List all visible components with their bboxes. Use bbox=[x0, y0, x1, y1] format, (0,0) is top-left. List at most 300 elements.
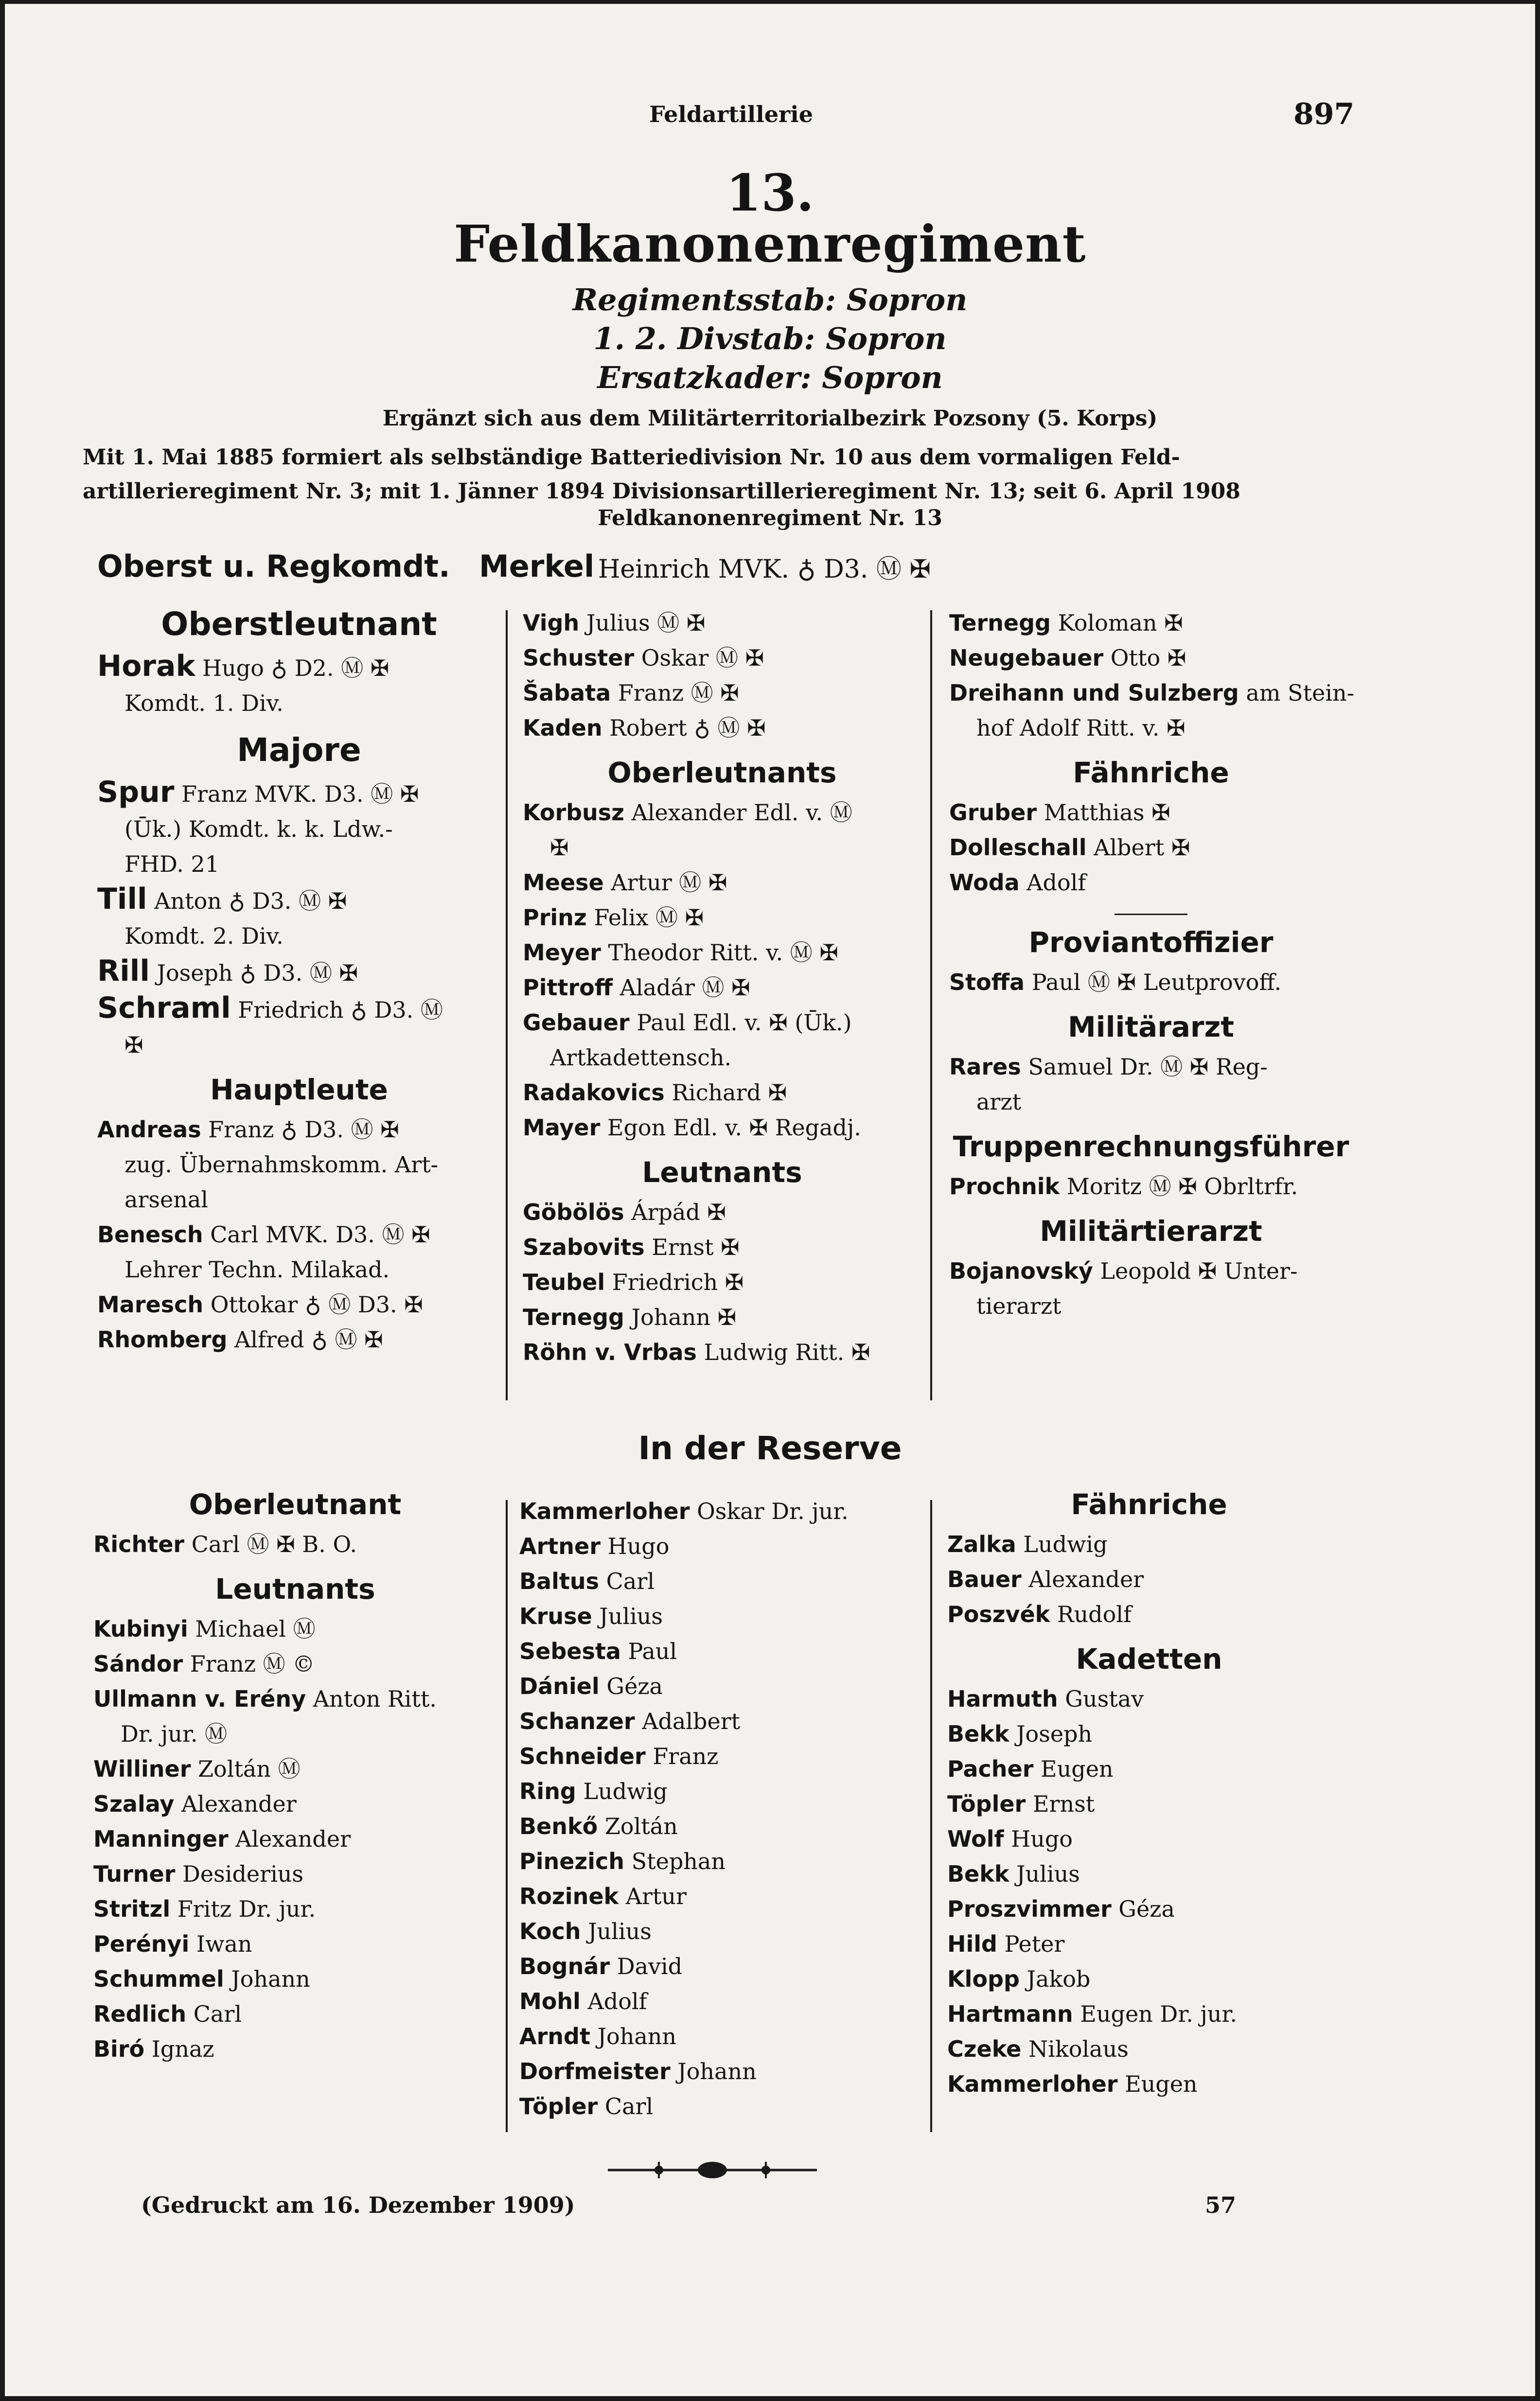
roster-entry bbox=[519, 1809, 918, 1844]
entry-details: Desiderius bbox=[182, 1861, 304, 1887]
column-rule bbox=[930, 610, 932, 1400]
roster-entry bbox=[93, 1646, 497, 1681]
entry-details: Gustav bbox=[1065, 1686, 1144, 1712]
entry-details: Johann bbox=[597, 2023, 677, 2049]
entry-details: Otto ✠ bbox=[1110, 645, 1186, 671]
roster-entry bbox=[97, 1217, 501, 1252]
roster-entry bbox=[947, 1597, 1351, 1632]
entry-continuation: (Ūk.) Komdt. k. k. Ldw.- bbox=[124, 816, 393, 842]
surname: Williner bbox=[93, 1756, 191, 1782]
roster-entry bbox=[519, 2054, 918, 2089]
surname: Schuster bbox=[523, 645, 635, 671]
entry-details: Iwan bbox=[196, 1931, 252, 1957]
rank-heading-truppenrechnungsfuhrer: Truppenrechnungsführer bbox=[953, 1130, 1349, 1163]
entry-continuation: ✠ bbox=[550, 834, 569, 861]
roster-entry bbox=[97, 1112, 501, 1147]
surname: Bauer bbox=[947, 1566, 1022, 1592]
roster-entry bbox=[93, 1527, 497, 1562]
rank-heading-majore: Majore bbox=[237, 731, 361, 769]
roster-entry bbox=[947, 1786, 1351, 1821]
surname: Pinezich bbox=[519, 1848, 624, 1874]
roster-entry bbox=[97, 953, 501, 990]
entry-details: Géza bbox=[1118, 1896, 1175, 1922]
history-line-1: Mit 1. Mai 1885 formiert als selbständige Batteriedivision Nr. 10 aus dem vormaligen Feld- bbox=[83, 445, 1180, 470]
entry-details: Franz ♁ D3. Ⓜ ✠ bbox=[208, 1116, 399, 1143]
roster-entry bbox=[947, 1527, 1351, 1562]
surname: Neugebauer bbox=[949, 645, 1104, 671]
surname: Szalay bbox=[93, 1791, 175, 1817]
roster-entry bbox=[519, 1984, 918, 2019]
roster-entry bbox=[523, 605, 921, 640]
roster-entry bbox=[93, 1821, 497, 1856]
entry-details: Samuel Dr. Ⓜ ✠ Reg- bbox=[1028, 1054, 1268, 1080]
surname: Šabata bbox=[523, 680, 611, 706]
entry-continuation: zug. Übernahmskomm. Art- bbox=[124, 1151, 439, 1178]
entry-details: Johann bbox=[677, 2058, 757, 2084]
roster-entry bbox=[949, 865, 1353, 900]
entry-details: Eugen Dr. jur. bbox=[1080, 2001, 1237, 2027]
roster-entry bbox=[947, 1961, 1351, 1996]
entry-details: Paul bbox=[628, 1638, 677, 1664]
surname: Töpler bbox=[519, 2093, 598, 2119]
roster-entry bbox=[97, 1322, 501, 1357]
roster-entry bbox=[949, 1049, 1353, 1084]
entry-details: Alexander bbox=[1028, 1566, 1144, 1592]
surname: Kammerloher bbox=[519, 1498, 690, 1524]
entry-continuation: arzt bbox=[976, 1089, 1022, 1115]
surname: Mohl bbox=[519, 1988, 581, 2014]
active-column-1 bbox=[97, 605, 501, 1357]
roster-entry bbox=[519, 1669, 918, 1704]
commander-rank: Oberst u. Regkomdt. bbox=[97, 548, 450, 584]
regiment-title: Feldkanonenregiment bbox=[454, 214, 1086, 274]
entry-details: Carl bbox=[193, 2001, 242, 2027]
roster-entry bbox=[519, 1879, 918, 1914]
entry-details: Carl bbox=[606, 1568, 655, 1594]
column-rule bbox=[506, 1500, 508, 2132]
roster-entry bbox=[523, 1110, 921, 1145]
entry-details: Julius bbox=[588, 1918, 652, 1944]
entry-details: Stephan bbox=[631, 1848, 726, 1874]
surname: Pittroff bbox=[523, 974, 613, 1001]
active-column-3 bbox=[949, 605, 1353, 1324]
commander-name: Merkel bbox=[479, 548, 595, 584]
surname: Radakovics bbox=[523, 1079, 665, 1106]
roster-entry bbox=[97, 990, 501, 1027]
history-line-2: artillerieregiment Nr. 3; mit 1. Jänner 1894 Divisionsartillerieregiment Nr. 13; seit 6. April 1908 bbox=[83, 479, 1240, 504]
entry-details: Alfred ♁ Ⓜ ✠ bbox=[234, 1326, 383, 1353]
roster-entry bbox=[519, 1529, 918, 1564]
roster-entry bbox=[93, 1751, 497, 1786]
entry-details: Joseph bbox=[1016, 1721, 1093, 1747]
rank-heading-fahnriche: Fähnriche bbox=[1073, 756, 1229, 789]
rank-heading-oberleutnants: Oberleutnants bbox=[607, 756, 837, 789]
rank-heading-leutnants: Leutnants bbox=[215, 1572, 375, 1606]
entry-continuation: ✠ bbox=[124, 1032, 143, 1058]
entry-details: Paul Ⓜ ✠ Leutprovoff. bbox=[1031, 969, 1282, 995]
roster-entry bbox=[947, 1996, 1351, 2031]
roster-entry bbox=[523, 1300, 921, 1335]
surname: Koch bbox=[519, 1918, 581, 1944]
entry-details: Ernst ✠ bbox=[652, 1234, 740, 1260]
closing-ornament bbox=[605, 2158, 819, 2182]
page-number: 897 bbox=[1293, 97, 1355, 131]
roster-entry bbox=[97, 1287, 501, 1322]
entry-details: Theodor Ritt. v. Ⓜ ✠ bbox=[608, 939, 838, 966]
entry-details: Fritz Dr. jur. bbox=[177, 1896, 316, 1922]
history-line-3: Feldkanonenregiment Nr. 13 bbox=[598, 506, 942, 530]
surname: Spur bbox=[97, 775, 175, 809]
roster-entry bbox=[523, 970, 921, 1005]
entry-details: Ludwig Ritt. ✠ bbox=[704, 1339, 870, 1365]
roster-entry bbox=[519, 1739, 918, 1774]
roster-entry bbox=[949, 675, 1353, 710]
surname: Schraml bbox=[97, 991, 231, 1025]
surname: Vigh bbox=[523, 610, 580, 636]
entry-continuation: hof Adolf Ritt. v. ✠ bbox=[976, 715, 1186, 741]
scan-edge-top bbox=[0, 0, 1540, 4]
roster-entry bbox=[947, 1821, 1351, 1856]
surname: Ternegg bbox=[949, 610, 1051, 636]
surname: Rozinek bbox=[519, 1883, 619, 1909]
surname: Manninger bbox=[93, 1826, 229, 1852]
surname: Harmuth bbox=[947, 1686, 1058, 1712]
roster-entry bbox=[949, 965, 1353, 1000]
column-rule bbox=[930, 1500, 932, 2132]
roster-entry bbox=[523, 1195, 921, 1230]
roster-entry bbox=[519, 1599, 918, 1634]
entry-details: Hugo bbox=[607, 1533, 670, 1559]
surname: Schanzer bbox=[519, 1708, 635, 1734]
roster-entry bbox=[519, 1704, 918, 1739]
scan-edge-bottom bbox=[0, 2396, 1540, 2401]
surname: Kruse bbox=[519, 1603, 592, 1629]
surname: Dolleschall bbox=[949, 834, 1087, 861]
entry-continuation: FHD. 21 bbox=[124, 851, 220, 877]
sheet-signature: 57 bbox=[1205, 2192, 1237, 2218]
staff-line-3: Ersatzkader: Sopron bbox=[597, 360, 943, 395]
entry-details: Aladár Ⓜ ✠ bbox=[620, 974, 750, 1001]
surname: Gruber bbox=[949, 799, 1037, 826]
roster-entry bbox=[947, 1926, 1351, 1961]
entry-details: Franz Ⓜ ✠ bbox=[618, 680, 739, 706]
roster-entry bbox=[523, 1335, 921, 1370]
staff-line-2: 1. 2. Divstab: Sopron bbox=[593, 321, 947, 356]
surname: Maresch bbox=[97, 1291, 204, 1318]
rank-heading-militararzt: Militärarzt bbox=[1067, 1010, 1235, 1043]
regiment-number: 13. bbox=[726, 163, 814, 223]
entry-details: Artur bbox=[625, 1883, 687, 1909]
surname: Arndt bbox=[519, 2023, 590, 2049]
surname: Prochnik bbox=[949, 1173, 1060, 1200]
rank-heading-proviantoffizier: Proviantoffizier bbox=[1028, 926, 1274, 959]
surname: Gebauer bbox=[523, 1009, 630, 1036]
rank-heading-oberleutnant: Oberleutnant bbox=[189, 1488, 402, 1521]
entry-details: Carl Ⓜ ✠ B. O. bbox=[191, 1531, 357, 1557]
rank-heading-militartierarzt: Militärtierarzt bbox=[1040, 1215, 1262, 1248]
surname: Andreas bbox=[97, 1116, 201, 1143]
entry-continuation: Komdt. 1. Div. bbox=[124, 690, 283, 716]
surname: Prinz bbox=[523, 904, 587, 931]
surname: Kubinyi bbox=[93, 1616, 188, 1642]
entry-details: Moritz Ⓜ ✠ Obrltrfr. bbox=[1066, 1173, 1298, 1200]
entry-continuation: arsenal bbox=[124, 1186, 209, 1213]
surname: Schneider bbox=[519, 1743, 646, 1769]
entry-details: Oskar Ⓜ ✠ bbox=[641, 645, 764, 671]
entry-details: Franz MVK. D3. Ⓜ ✠ bbox=[181, 781, 419, 807]
rank-heading-hauptleute: Hauptleute bbox=[210, 1073, 388, 1106]
entry-details: Ottokar ♁ Ⓜ D3. ✠ bbox=[210, 1291, 423, 1318]
surname: Bekk bbox=[947, 1861, 1009, 1887]
roster-entry bbox=[523, 675, 921, 710]
roster-entry bbox=[523, 710, 921, 745]
entry-details: Michael Ⓜ bbox=[195, 1616, 316, 1642]
surname: Artner bbox=[519, 1533, 601, 1559]
entry-details: Adalbert bbox=[642, 1708, 741, 1734]
roster-entry bbox=[949, 605, 1353, 640]
surname: Teubel bbox=[523, 1269, 605, 1295]
roster-entry bbox=[523, 1230, 921, 1265]
roster-entry bbox=[93, 2031, 497, 2066]
roster-entry bbox=[519, 1844, 918, 1879]
roster-entry bbox=[947, 2031, 1351, 2066]
column-rule bbox=[506, 610, 508, 1400]
roster-entry bbox=[93, 1961, 497, 1996]
roster-entry bbox=[93, 1856, 497, 1891]
entry-details: Johann ✠ bbox=[631, 1304, 737, 1330]
entry-details: Nikolaus bbox=[1028, 2036, 1129, 2062]
surname: Wolf bbox=[947, 1826, 1004, 1852]
entry-details: Julius Ⓜ ✠ bbox=[586, 610, 706, 636]
surname: Korbusz bbox=[523, 799, 624, 826]
entry-details: Franz bbox=[653, 1743, 719, 1769]
entry-continuation: Artkadettensch. bbox=[550, 1044, 732, 1071]
roster-entry bbox=[523, 865, 921, 900]
entry-details: Alexander bbox=[181, 1791, 297, 1817]
entry-details: Ignaz bbox=[151, 2036, 214, 2062]
roster-entry bbox=[947, 1751, 1351, 1786]
roster-entry bbox=[519, 1774, 918, 1809]
entry-details: Hugo ♁ D2. Ⓜ ✠ bbox=[202, 655, 389, 681]
section-divider bbox=[1115, 914, 1187, 915]
surname: Poszvék bbox=[947, 1601, 1050, 1627]
surname: Röhn v. Vrbas bbox=[523, 1339, 697, 1365]
roster-entry bbox=[949, 830, 1353, 865]
roster-entry bbox=[519, 1494, 918, 1529]
surname: Dániel bbox=[519, 1673, 600, 1699]
surname: Dorfmeister bbox=[519, 2058, 671, 2084]
surname: Töpler bbox=[947, 1791, 1026, 1817]
surname: Göbölös bbox=[523, 1199, 624, 1225]
roster-entry bbox=[523, 1005, 921, 1040]
surname: Rares bbox=[949, 1054, 1021, 1080]
rank-heading-kadetten: Kadetten bbox=[1076, 1642, 1222, 1676]
roster-entry bbox=[519, 1914, 918, 1949]
roster-entry bbox=[519, 2019, 918, 2054]
staff-line-1: Regimentsstab: Sopron bbox=[572, 282, 968, 318]
entry-details: Julius bbox=[599, 1603, 663, 1629]
surname: Ternegg bbox=[523, 1304, 624, 1330]
roster-entry bbox=[93, 1681, 497, 1716]
surname: Horak bbox=[97, 649, 195, 683]
entry-details: Artur Ⓜ ✠ bbox=[611, 869, 727, 896]
entry-details: Árpád ✠ bbox=[631, 1199, 726, 1225]
surname: Proszvimmer bbox=[947, 1896, 1112, 1922]
surname: Stritzl bbox=[93, 1896, 171, 1922]
roster-entry bbox=[93, 1926, 497, 1961]
roster-entry bbox=[93, 1891, 497, 1926]
roster-entry bbox=[519, 1634, 918, 1669]
entry-details: Egon Edl. v. ✠ Regadj. bbox=[607, 1114, 861, 1141]
entry-continuation: Lehrer Techn. Milakad. bbox=[124, 1256, 390, 1283]
entry-continuation: Komdt. 2. Div. bbox=[124, 923, 283, 949]
entry-details: Paul Edl. v. ✠ (Ūk.) bbox=[637, 1009, 852, 1036]
surname: Rill bbox=[97, 954, 150, 988]
surname: Benesch bbox=[97, 1221, 203, 1248]
entry-details: Leopold ✠ Unter- bbox=[1100, 1258, 1298, 1284]
rank-heading-fahnriche: Fähnriche bbox=[1071, 1488, 1227, 1521]
roster-entry bbox=[947, 1681, 1351, 1716]
entry-details: Koloman ✠ bbox=[1058, 610, 1183, 636]
roster-entry bbox=[947, 1716, 1351, 1751]
entry-details: Carl MVK. D3. Ⓜ ✠ bbox=[210, 1221, 430, 1248]
surname: Dreihann und Sulzberg bbox=[949, 680, 1239, 706]
entry-continuation: tierarzt bbox=[976, 1293, 1062, 1319]
surname: Bognár bbox=[519, 1953, 610, 1979]
surname: Sebesta bbox=[519, 1638, 621, 1664]
surname: Till bbox=[97, 882, 147, 916]
roster-entry bbox=[947, 1856, 1351, 1891]
entry-details: Felix Ⓜ ✠ bbox=[594, 904, 704, 931]
surname: Turner bbox=[93, 1861, 176, 1887]
roster-entry bbox=[523, 795, 921, 830]
rank-heading-oberstleutnant: Oberstleutnant bbox=[161, 605, 437, 643]
surname: Baltus bbox=[519, 1568, 599, 1594]
surname: Woda bbox=[949, 869, 1020, 896]
entry-details: Robert ♁ Ⓜ ✠ bbox=[609, 715, 766, 741]
reserve-column-2 bbox=[519, 1494, 918, 2124]
entry-details: Friedrich ♁ D3. Ⓜ bbox=[238, 997, 443, 1023]
entry-details: Eugen bbox=[1125, 2071, 1198, 2097]
surname: Kammerloher bbox=[947, 2071, 1118, 2097]
surname: Richter bbox=[93, 1531, 185, 1557]
entry-details: Géza bbox=[606, 1673, 663, 1699]
roster-entry bbox=[949, 1253, 1353, 1289]
roster-entry bbox=[93, 1611, 497, 1646]
entry-details: Joseph ♁ D3. Ⓜ ✠ bbox=[157, 960, 358, 986]
entry-details: Jakob bbox=[1027, 1966, 1091, 1992]
roster-entry bbox=[93, 1996, 497, 2031]
entry-details: Hugo bbox=[1011, 1826, 1073, 1852]
entry-details: Matthias ✠ bbox=[1044, 799, 1170, 826]
surname: Schummel bbox=[93, 1966, 224, 1992]
roster-entry bbox=[949, 1169, 1353, 1204]
entry-details: Ernst bbox=[1032, 1791, 1095, 1817]
surname: Ring bbox=[519, 1778, 576, 1804]
entry-details: Alexander Edl. v. Ⓜ bbox=[631, 799, 852, 826]
entry-details: Carl bbox=[604, 2093, 654, 2119]
surname: Rhomberg bbox=[97, 1326, 228, 1353]
entry-details: Zoltán bbox=[604, 1813, 678, 1839]
entry-details: Anton ♁ D3. Ⓜ ✠ bbox=[154, 888, 347, 914]
surname: Hild bbox=[947, 1931, 997, 1957]
roster-entry bbox=[97, 882, 501, 918]
entry-continuation: Dr. jur. Ⓜ bbox=[121, 1721, 228, 1747]
roster-entry bbox=[947, 2066, 1351, 2101]
roster-entry bbox=[949, 640, 1353, 675]
surname: Hartmann bbox=[947, 2001, 1073, 2027]
roster-entry bbox=[523, 935, 921, 970]
entry-details: Richard ✠ bbox=[672, 1079, 787, 1106]
roster-entry bbox=[523, 900, 921, 935]
entry-details: Adolf bbox=[587, 1988, 647, 2014]
surname: Zalka bbox=[947, 1531, 1016, 1557]
surname: Perényi bbox=[93, 1931, 190, 1957]
commander-details: Heinrich MVK. ♁ D3. Ⓜ ✠ bbox=[598, 555, 931, 584]
surname: Szabovits bbox=[523, 1234, 645, 1260]
surname: Redlich bbox=[93, 2001, 187, 2027]
print-date: (Gedruckt am 16. Dezember 1909) bbox=[141, 2192, 575, 2218]
surname: Ullmann v. Erény bbox=[93, 1686, 306, 1712]
rank-heading-leutnants: Leutnants bbox=[642, 1156, 802, 1189]
entry-details: Eugen bbox=[1041, 1756, 1114, 1782]
surname: Czeke bbox=[947, 2036, 1022, 2062]
entry-details: Oskar Dr. jur. bbox=[697, 1498, 849, 1524]
roster-entry bbox=[97, 649, 501, 686]
entry-details: Alexander bbox=[235, 1826, 351, 1852]
entry-details: Rudolf bbox=[1057, 1601, 1132, 1627]
roster-entry bbox=[947, 1562, 1351, 1597]
surname: Sándor bbox=[93, 1651, 183, 1677]
roster-entry bbox=[523, 1265, 921, 1300]
surname: Meyer bbox=[523, 939, 601, 966]
reserve-column-3 bbox=[947, 1488, 1351, 2101]
running-title: Feldartillerie bbox=[649, 101, 814, 127]
roster-entry bbox=[523, 1075, 921, 1110]
entry-details: Adolf bbox=[1027, 869, 1086, 896]
entry-details: Anton Ritt. bbox=[313, 1686, 437, 1712]
roster-entry bbox=[519, 1949, 918, 1984]
roster-entry bbox=[97, 775, 501, 812]
surname: Klopp bbox=[947, 1966, 1020, 1992]
reserve-column-1 bbox=[93, 1488, 497, 2066]
entry-details: Johann bbox=[231, 1966, 310, 1992]
surname: Mayer bbox=[523, 1114, 601, 1141]
entry-details: Ludwig bbox=[583, 1778, 668, 1804]
surname: Pacher bbox=[947, 1756, 1034, 1782]
roster-entry bbox=[523, 640, 921, 675]
entry-details: Zoltán Ⓜ bbox=[198, 1756, 301, 1782]
entry-details: Julius bbox=[1016, 1861, 1080, 1887]
surname: Benkő bbox=[519, 1813, 598, 1839]
entry-details: Franz Ⓜ © bbox=[190, 1651, 315, 1677]
recruitment-note: Ergänzt sich aus dem Militärterritorialbezirk Pozsony (5. Korps) bbox=[382, 406, 1158, 431]
roster-entry bbox=[93, 1786, 497, 1821]
roster-entry bbox=[519, 1564, 918, 1599]
entry-details: Peter bbox=[1004, 1931, 1065, 1957]
roster-entry bbox=[947, 1891, 1351, 1926]
surname: Meese bbox=[523, 869, 604, 896]
surname: Biró bbox=[93, 2036, 145, 2062]
entry-details: Albert ✠ bbox=[1094, 834, 1190, 861]
entry-details: am Stein- bbox=[1246, 680, 1355, 706]
surname: Bojanovský bbox=[949, 1258, 1093, 1284]
entry-details: Ludwig bbox=[1023, 1531, 1108, 1557]
surname: Bekk bbox=[947, 1721, 1009, 1747]
entry-details: David bbox=[617, 1953, 683, 1979]
surname: Kaden bbox=[523, 715, 602, 741]
roster-entry bbox=[949, 795, 1353, 830]
